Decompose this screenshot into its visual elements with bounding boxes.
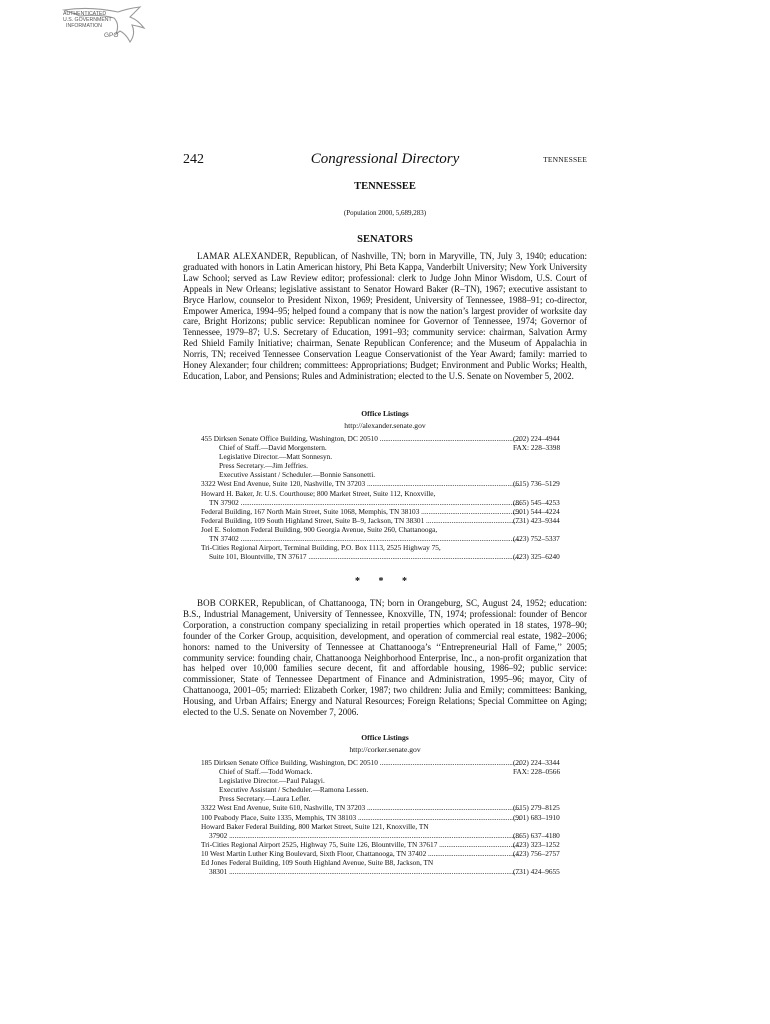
office-phone: FAX: 228–0566 <box>513 767 561 777</box>
office-listing-row <box>201 470 587 479</box>
office-phone: (615) 279–8125 <box>513 803 560 813</box>
seal-line-3: INFORMATION <box>66 23 102 29</box>
office-address: Suite 101, Blountville, TN 37617 ..... <box>209 552 521 561</box>
office-listing-row <box>201 552 587 561</box>
office-listing-row <box>201 840 587 849</box>
office-listing-row <box>201 434 587 443</box>
office-listings-heading: Office Listings <box>361 733 409 742</box>
office-listing-row <box>201 516 587 525</box>
office-listing-row <box>201 507 587 516</box>
office-address: 455 Dirksen Senate Office Building, Washington, DC 20510 ..... <box>201 434 521 443</box>
office-listing-row <box>201 543 587 552</box>
office-phone: (202) 224–4944 <box>513 434 560 443</box>
office-address: 100 Peabody Place, Suite 1335, Memphis, TN 38103 ..... <box>201 813 521 822</box>
office-listing-row <box>201 822 587 831</box>
office-address: 3322 West End Avenue, Suite 120, Nashville, TN 37203 ..... <box>201 479 521 488</box>
seal-line-2: U.S. GOVERNMENT <box>63 17 112 23</box>
staff-member: Press Secretary.—Jim Jeffries. <box>219 461 308 471</box>
office-address: Tri-Cities Regional Airport, Terminal Building, P.O. Box 1113, 2525 Highway 75, <box>201 543 441 553</box>
office-address: Ed Jones Federal Building, 109 South Highland Avenue, Suite B8, Jackson, TN <box>201 858 434 868</box>
running-head <box>183 152 587 170</box>
staff-member: Chief of Staff.—David Morgenstern. <box>219 443 327 453</box>
eagle-seal-icon <box>60 4 150 46</box>
office-listing-row <box>201 831 587 840</box>
office-phone: (423) 323–1252 <box>513 839 560 849</box>
office-phone: (615) 736–5129 <box>513 479 560 489</box>
office-phone: (901) 683–1910 <box>513 812 560 822</box>
office-listings-heading: Office Listings <box>361 409 409 418</box>
senator-bio-text: , Republican, of Nashville, TN; born in Maryville, TN, July 3, 1940; education: graduated with honors in Latin American history, Phi Beta Kappa, Vanderbilt University; New York University Law School; served as Law Review editor; professional: clerk to Judge John Minor Wisdom, U.S. Court of Appeals in New Orleans; legislative assistant to Senator Howard Baker (R–TN), 1967; executive assistant to Bryce Harlow, counselor to President Nixon, 1969; President, University of Tennessee, 1988–91; co-director, Empower America, 1994–95; helped found a company that is now the nation’s largest provider of worksite day care, Bright Horizons; public service: Republican nominee for Governor of Tennessee, 1974; Governor of Tennessee, 1979–87; U.S. Secretary of Education, 1991–93; community service: chairman, Salvation Army Red Shield Family Initiative; chairman, Senate Republican Conference; and the Museum of Appalachia in Norris, TN; received Tennessee Conservation League Conservationist of the Year Award; family: married to Honey Alexander; four children; committees: Appropriations; Budget; Environment and Public Works; Health, Education, Labor, and Pensions; Rules and Administration; elected to the U.S. Senate on November 5, 2002. <box>183 251 588 381</box>
office-phone: FAX: 228–3398 <box>513 443 561 453</box>
seal-line-1: AUTHENTICATED <box>63 11 107 17</box>
publication-title: Congressional Directory <box>310 151 460 167</box>
office-phone: (731) 423–9344 <box>513 515 560 525</box>
senator-name: LAMAR ALEXANDER <box>197 251 289 261</box>
seal-mark: GPO <box>104 32 119 39</box>
office-listing-row <box>201 479 587 488</box>
state-heading: TENNESSEE <box>354 181 416 192</box>
office-listing-row <box>201 785 587 794</box>
senator-bio-alexander <box>183 251 587 382</box>
office-listing-row <box>201 776 587 785</box>
staff-member: Executive Assistant / Scheduler.—Bonnie Sansonetti. <box>219 470 376 480</box>
office-listing-row <box>201 813 587 822</box>
office-phone: (423) 325–6240 <box>513 552 560 562</box>
office-listing-row <box>201 849 587 858</box>
office-address: Federal Building, 167 North Main Street, Suite 1068, Memphis, TN 38103 ..... <box>201 507 521 516</box>
office-address: TN 37402 ..... <box>209 534 521 543</box>
office-listing-row <box>201 794 587 803</box>
office-address: 10 West Martin Luther King Boulevard, Sixth Floor, Chattanooga, TN 37402 ..... <box>201 849 521 858</box>
office-phone: (423) 756–2757 <box>513 848 560 858</box>
office-address: Federal Building, 109 South Highland Street, Suite B–9, Jackson, TN 38301 ..... <box>201 516 521 525</box>
senator-website-link[interactable]: http://corker.senate.gov <box>349 745 421 754</box>
office-address: Joel E. Solomon Federal Building, 900 Georgia Avenue, Suite 260, Chattanooga, <box>201 524 438 534</box>
office-listing-row <box>201 461 587 470</box>
office-listing-row <box>201 803 587 812</box>
senator-website-link[interactable]: http://alexander.senate.gov <box>344 421 426 430</box>
office-listing-row <box>201 867 587 876</box>
senator-name: BOB CORKER <box>197 598 257 608</box>
population-note: (Population 2000, 5,689,283) <box>343 209 427 217</box>
office-listing-row <box>201 452 587 461</box>
office-listing-row <box>201 443 587 452</box>
office-phone: (202) 224–3344 <box>513 758 560 767</box>
office-address: TN 37902 ..... <box>209 498 521 507</box>
office-listing-row <box>201 498 587 507</box>
section-heading: SENATORS <box>357 234 413 245</box>
office-listing-row <box>201 767 587 776</box>
office-listing-row <box>201 525 587 534</box>
senator-bio-corker <box>183 598 587 718</box>
office-listing-row <box>201 758 587 767</box>
office-address: 3322 West End Avenue, Suite 610, Nashville, TN 37203 ..... <box>201 803 521 812</box>
office-phone: (423) 752–5337 <box>513 534 560 544</box>
staff-member: Executive Assistant / Scheduler.—Ramona Lessen. <box>219 785 369 795</box>
running-state: TENNESSEE <box>543 155 587 164</box>
staff-member: Legislative Director.—Matt Sonnesyn. <box>219 452 333 462</box>
gpo-authentication-seal <box>60 4 150 46</box>
office-listing-row <box>201 858 587 867</box>
office-address: Howard Baker Federal Building, 800 Market Street, Suite 121, Knoxville, TN <box>201 821 429 831</box>
staff-member: Legislative Director.—Paul Palagyi. <box>219 776 325 786</box>
senator-bio-text: , Republican, of Chattanooga, TN; born in Orangeburg, SC, August 24, 1952; education: B.S., Industrial Management, University of Tennessee, Knoxville, TN, 1974; professional: founder of Bencor Corporation, a construction company specializing in retail properties which operated in 18 states, 1978–90; founder of the Corker Group, acquisition, development, and operation of commercial real estate, 1982–2006; honors: named to the University of Tennessee at Chattanooga’s ‘‘Entrepreneurial Hall of Fame,’’ 2005; community service: founding chair, Chattanooga Neighborhood Enterprise, Inc., a non-profit organization that has helped over 10,000 families secure decent, fit and affordable housing, 1986–92; public service: commissioner, State of Tennessee Department of Finance and Administration, 1995–96; mayor, City of Chattanooga, 2001–05; married: Elizabeth Corker, 1987; two children: Julia and Emily; committees: Banking, Housing, and Urban Affairs; Energy and Natural Resources; Foreign Relations; Special Committee on Aging; elected to the U.S. Senate on November 7, 2006. <box>183 598 587 718</box>
page-number: 242 <box>183 152 204 167</box>
office-phone: (901) 544–4224 <box>513 506 560 516</box>
office-address: 37902 ..... <box>209 831 521 840</box>
office-listings <box>201 434 587 561</box>
office-listings <box>201 758 587 876</box>
section-separator: * * * <box>355 576 415 587</box>
office-address: 185 Dirksen Senate Office Building, Washington, DC 20510 ..... <box>201 758 521 767</box>
office-listing-row <box>201 489 587 498</box>
office-address: 38301 ..... <box>209 867 521 876</box>
office-phone: (731) 424–9655 <box>513 867 560 877</box>
staff-member: Press Secretary.—Laura Lefler. <box>219 794 311 804</box>
office-phone: (865) 545–4253 <box>513 497 560 507</box>
office-listing-row <box>201 534 587 543</box>
office-phone: (865) 637–4180 <box>513 830 560 840</box>
staff-member: Chief of Staff.—Todd Womack. <box>219 767 313 777</box>
office-address: Howard H. Baker, Jr. U.S. Courthouse; 800 Market Street, Suite 112, Knoxville, <box>201 488 436 498</box>
office-address: Tri-Cities Regional Airport 2525, Highway 75, Suite 126, Blountville, TN 37617 ..... <box>201 840 521 849</box>
